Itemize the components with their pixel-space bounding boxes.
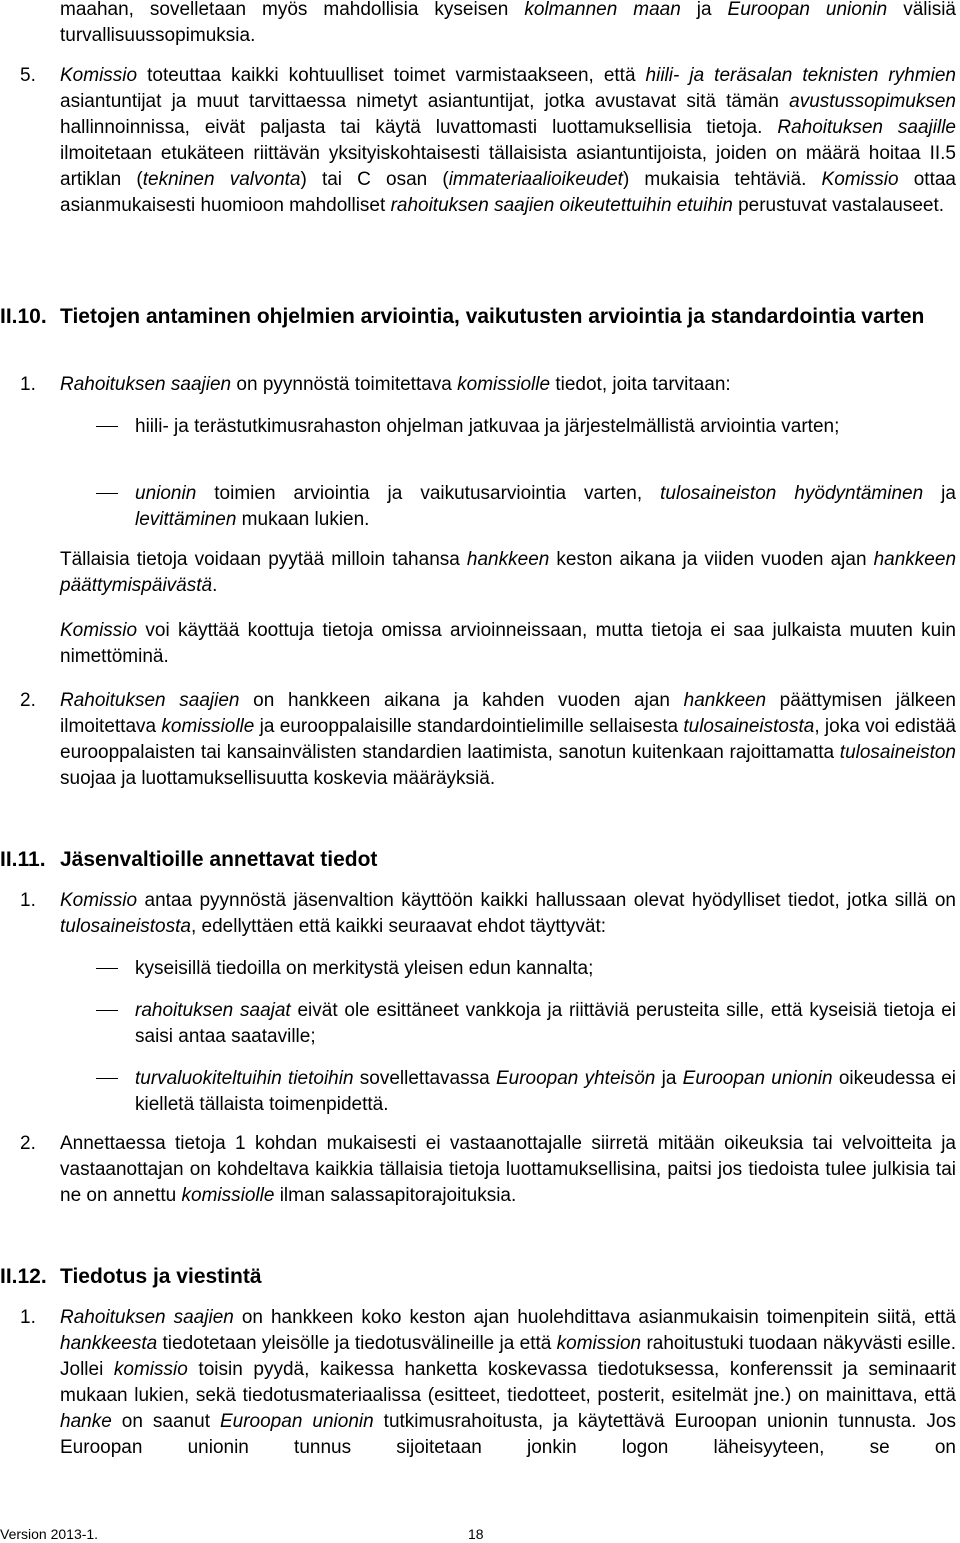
section-title: Tiedotus ja viestintä	[60, 1265, 262, 1288]
item-5-text: Komissio toteuttaa kaikki kohtuulliset toimet varmistaakseen, että hiili- ja teräsalan teknisten ryhmien asiantuntijat ja muut tarvittaessa nimetyt asiantuntijat, jotka avustavat sitä tämän avustussopimuksen hallinnoinnissa, eivät paljasta tai käytä luvattomasti luottamuksellisia tietoja. Rahoituksen saajille ilmoitetaan etukäteen riittävän yksityiskohtaisesti tällaisista asiantuntijoista, joiden on määrä hoitaa II.5 artiklan (tekninen valvonta) tai C osan (immateriaalioikeudet) mukaisia tehtäviä. Komissio ottaa asianmukaisesti huomioon mahdolliset rahoituksen saajien oikeutettuihin etuihin perustuvat vastalauseet.	[60, 65, 957, 216]
section-number: II.10.	[0, 305, 47, 328]
dash-bullet	[96, 426, 118, 427]
dash-bullet	[96, 1010, 118, 1011]
section-number: II.12.	[0, 1265, 47, 1288]
section-11-item-2: Annettaessa tietoja 1 kohdan mukaisesti ei vastaanottajalle siirretä mitään oikeuksia tai velvoitteita ja vastaanottajan on kohdeltava kaikkia tällaisia tietoja luottamuksellisina, paitsi jos tiedoista tulee julkisia tai ne on annettu komissiolle ilman salassapitorajoituksia.	[60, 1133, 956, 1206]
item-number: 1.	[20, 1307, 36, 1328]
section-number: II.11.	[0, 848, 46, 871]
footer-page-number: 18	[468, 1526, 484, 1542]
section-12-item-1: Rahoituksen saajien on hankkeen koko keston ajan huolehdittava asianmukaisin toimenpitein siitä, että hankkeesta tiedotetaan yleisölle ja tiedotusvälineille ja että komission rahoitustuki tuodaan näkyvästi esille. Jollei komissio toisin pyydä, kaikessa hanketta koskevassa tiedotuksessa, konferenssit ja seminaarit mukaan lukien, sekä tiedotusmateriaalissa (esitteet, tiedotteet, posterit, esitelmät jne.) on mainittava, että hanke on saanut Euroopan unionin tutkimusrahoitusta, ja käytettävä Euroopan unionin tunnusta. Jos Euroopan unionin tunnus sijoitetaan jonkin logon läheisyyteen, se on	[60, 1307, 956, 1458]
section-title: Jäsenvaltioille annettavat tiedot	[60, 848, 378, 871]
paragraph: Tällaisia tietoja voidaan pyytää milloin tahansa hankkeen keston aikana ja viiden vuoden ajan hankkeen päättymispäivästä.	[60, 549, 957, 596]
dash-bullet	[96, 493, 118, 494]
item-number: 2.	[20, 690, 36, 711]
bullet-item: kyseisillä tiedoilla on merkitystä yleisen edun kannalta;	[135, 958, 594, 979]
section-title: Tietojen antaminen ohjelmien arviointia, vaikutusten arviointia ja standardointia varten	[60, 305, 925, 328]
section-11-item-1: Komissio antaa pyynnöstä jäsenvaltion käyttöön kaikki hallussaan olevat hyödylliset tiedot, jotka sillä on tulosaineistosta, edellyttäen että kaikki seuraavat ehdot täyttyvät:	[60, 890, 956, 937]
section-10-item-2: Rahoituksen saajien on hankkeen aikana ja kahden vuoden ajan hankkeen päättymisen jälkeen ilmoitettava komissiolle ja eurooppalaisille standardointielimille sellaisesta tulosaineistosta, joka voi edistää eurooppalaisten tai kansainvälisten standardien laatimista, sanotun kuitenkaan rajoittamatta tulosaineiston suojaa ja luottamuksellisuutta koskevia määräyksiä.	[60, 690, 956, 789]
footer-version: Version 2013-1.	[0, 1526, 99, 1542]
bullet-item: hiili- ja terästutkimusrahaston ohjelman jatkuvaa ja järjestelmällistä arviointia varten;	[135, 416, 840, 437]
dash-bullet	[96, 1078, 118, 1079]
paragraph: Komissio voi käyttää koottuja tietoja omissa arvioinneissaan, mutta tietoja ei saa julkaista muuten kuin nimettöminä.	[60, 620, 956, 667]
bullet-item: turvaluokiteltuihin tietoihin sovellettavassa Euroopan yhteisön ja Euroopan unionin oikeudessa ei kielletä tällaista toimenpidettä.	[135, 1068, 956, 1115]
item-number-5: 5.	[20, 65, 36, 86]
bullet-item: rahoituksen saajat eivät ole esittäneet vankkoja ja riittäviä perusteita sille, että kyseisiä tietoja ei saisi antaa saataville;	[135, 1000, 956, 1047]
item-number: 1.	[20, 890, 36, 911]
bullet-item: unionin toimien arviointia ja vaikutusarviointia varten, tulosaineiston hyödyntäminen ja levittäminen mukaan lukien.	[135, 483, 956, 530]
item-number: 1.	[20, 374, 36, 395]
section-10-item-1: Rahoituksen saajien on pyynnöstä toimitettava komissiolle tiedot, joita tarvitaan:	[60, 374, 731, 395]
dash-bullet	[96, 968, 118, 969]
continuation-paragraph: maahan, sovelletaan myös mahdollisia kyseisen kolmannen maan ja Euroopan unionin välisiä turvallisuussopimuksia.	[60, 0, 956, 46]
item-number: 2.	[20, 1133, 36, 1154]
